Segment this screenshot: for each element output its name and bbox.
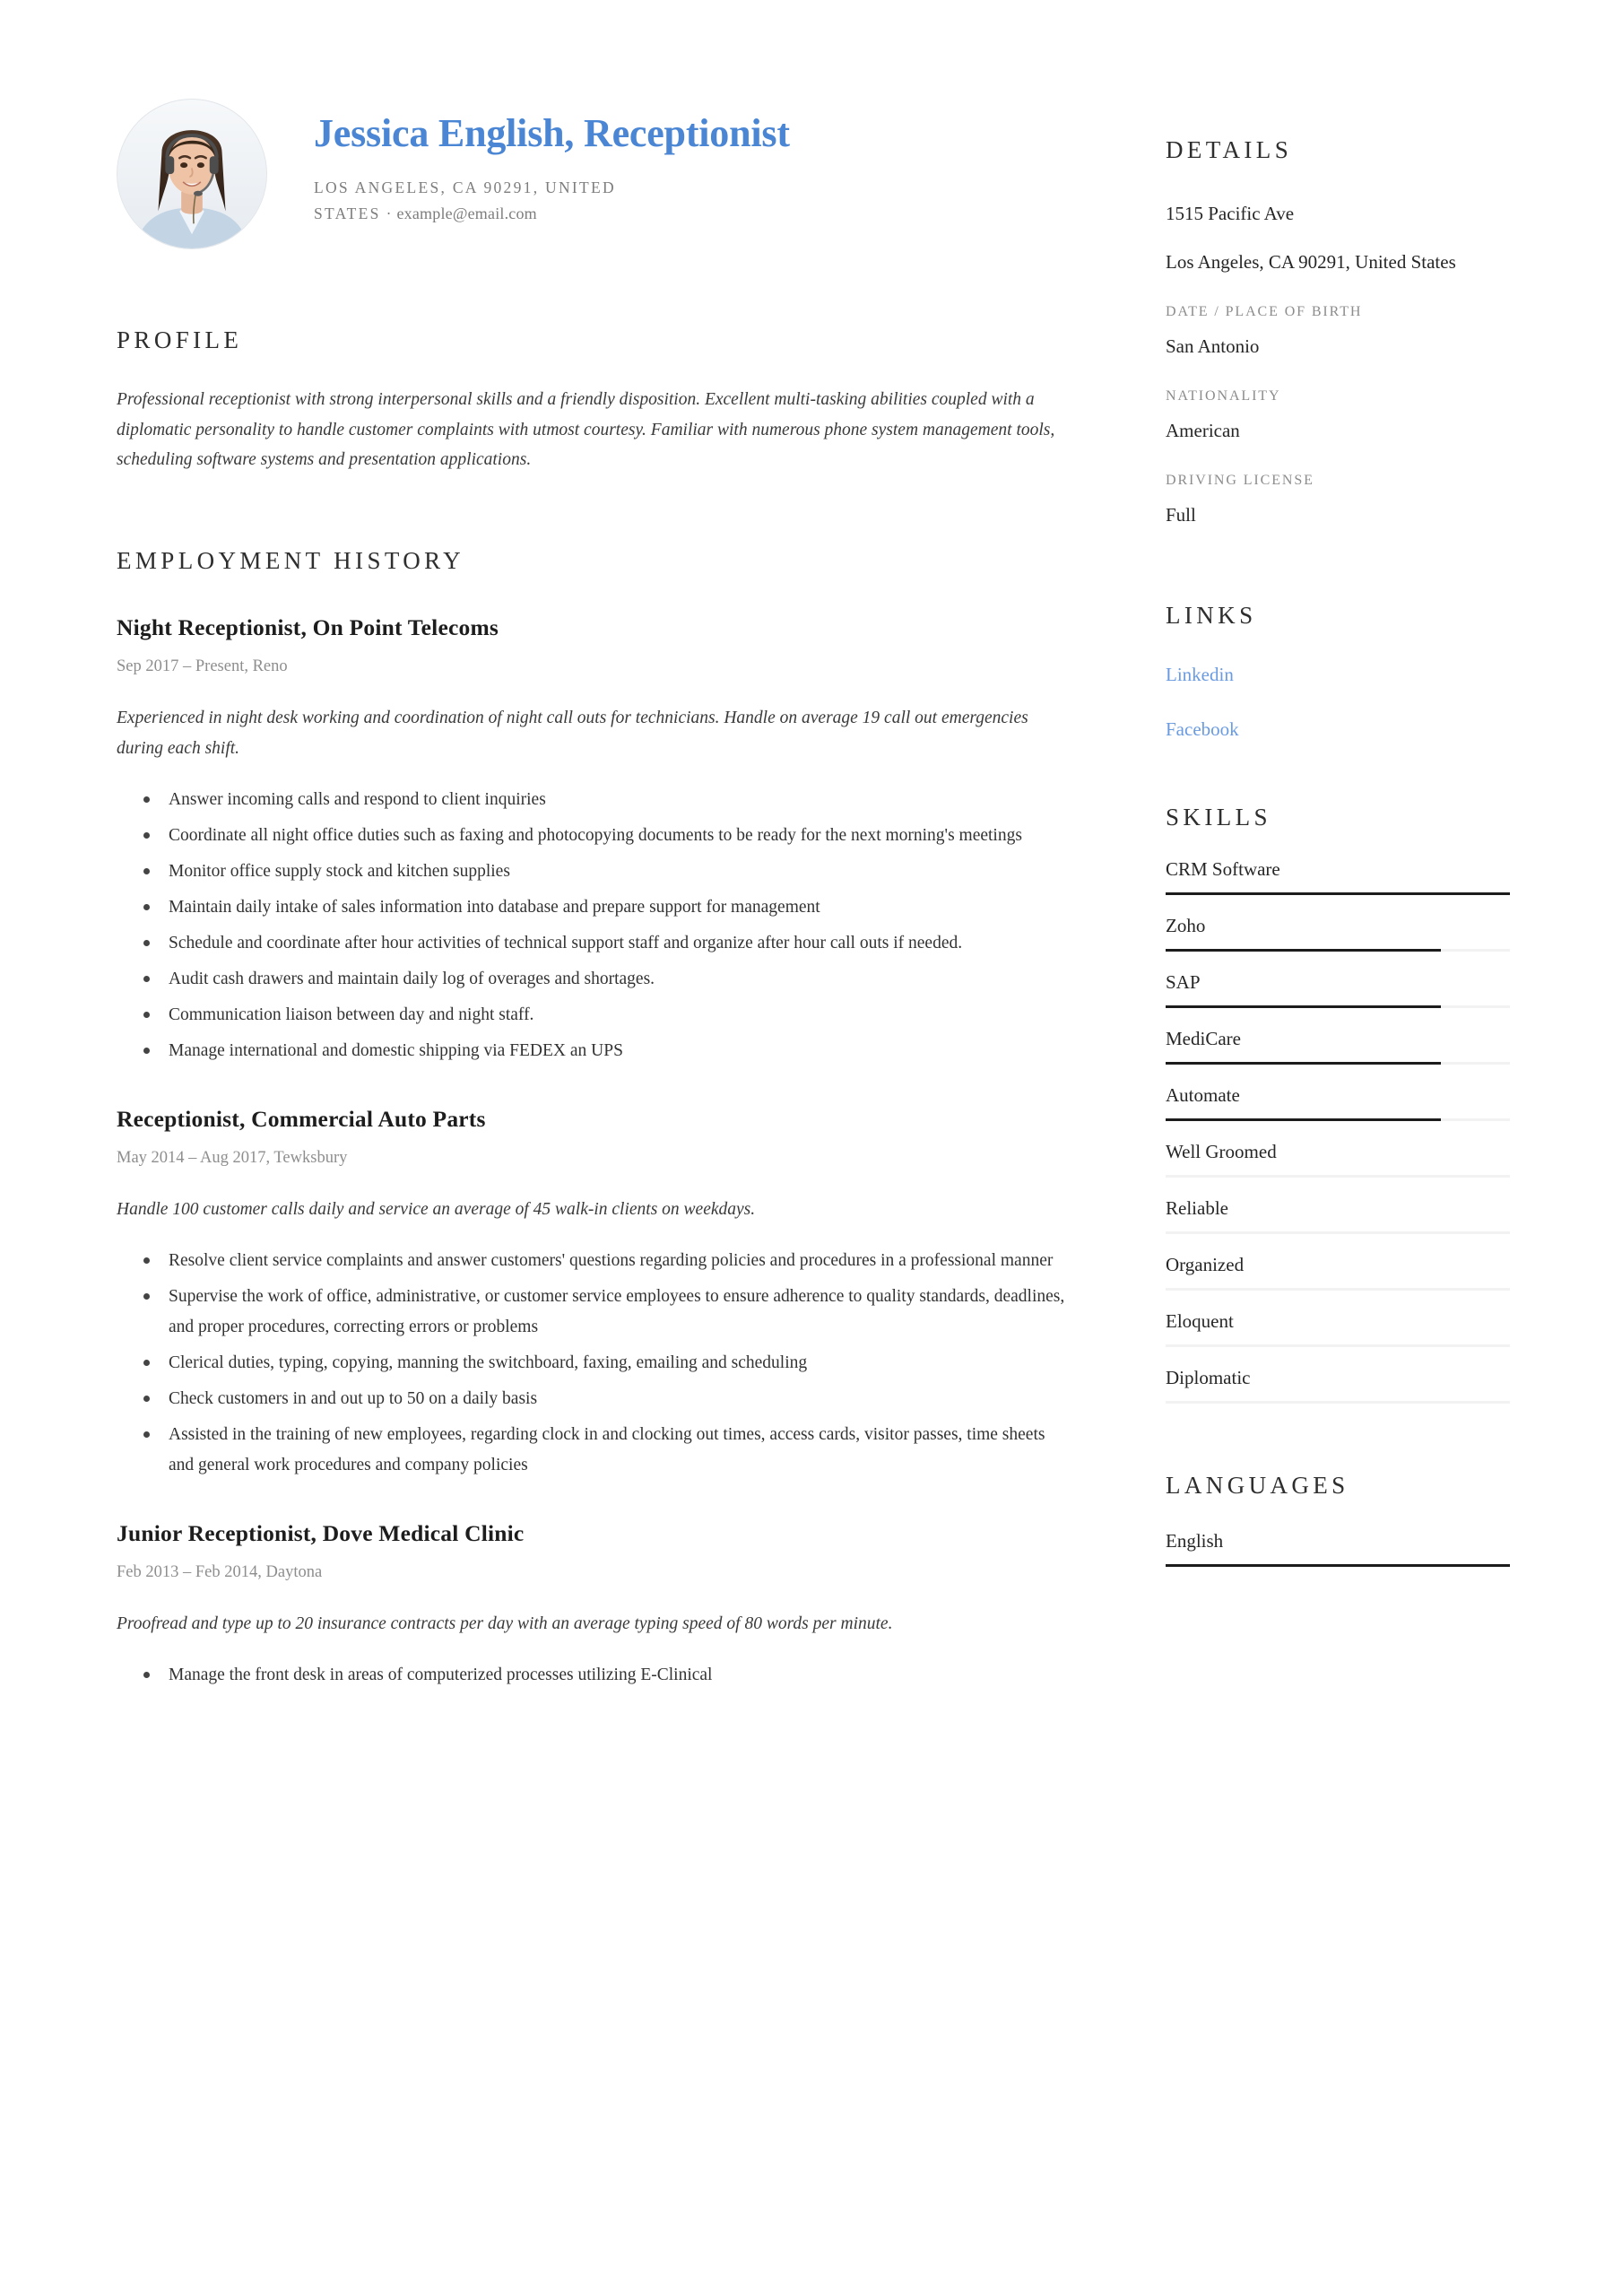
skill-item — [1166, 971, 1510, 1008]
skill-fill — [1166, 892, 1510, 895]
language-track — [1166, 1564, 1510, 1567]
skill-name: Zoho — [1166, 914, 1206, 936]
skill-item — [1166, 1141, 1510, 1178]
skill-track — [1166, 1175, 1510, 1178]
link-linkedin[interactable]: Linkedin — [1166, 663, 1234, 685]
skill-track — [1166, 1344, 1510, 1347]
languages-section-title: LANGUAGES — [1166, 1471, 1349, 1499]
language-name: English — [1166, 1529, 1224, 1552]
skill-name: Automate — [1166, 1083, 1240, 1106]
job-entry — [117, 614, 1071, 1065]
skill-item — [1166, 1254, 1510, 1291]
links-section-title: LINKS — [1166, 601, 1257, 629]
skill-name: Diplomatic — [1166, 1366, 1251, 1388]
job-duty-item: Supervise the work of office, administrative, or customer service employees to ensure adherence to quality standards, deadlines, and proper procedures, correcting errors or problems — [117, 1282, 1071, 1343]
job-duty-item: Check customers in and out up to 50 on a daily basis — [117, 1384, 1071, 1414]
details-section-title: DETAILS — [1166, 136, 1293, 163]
skill-item — [1166, 1084, 1510, 1121]
skill-name: Well Groomed — [1166, 1140, 1277, 1162]
job-duty-item: Clerical duties, typing, copying, manning the switchboard, faxing, emailing and scheduling — [117, 1348, 1071, 1378]
job-meta: May 2014 – Aug 2017, Tewksbury — [117, 1148, 348, 1167]
job-duty-item: Manage the front desk in areas of computerized processes utilizing E-Clinical — [117, 1660, 1071, 1691]
job-entry — [117, 1520, 1071, 1691]
job-title: Junior Receptionist, Dove Medical Clinic — [117, 1519, 525, 1546]
job-duty-list — [117, 785, 1071, 1065]
job-title: Receptionist, Commercial Auto Parts — [117, 1105, 486, 1132]
job-duty-item: Communication liaison between day and night staff. — [117, 1000, 1071, 1031]
skill-fill — [1166, 1005, 1441, 1008]
address-line-2: Los Angeles, CA 90291, United States — [1166, 250, 1456, 273]
job-duty-item: Resolve client service complaints and answer customers' questions regarding policies and procedures in a professional manner — [117, 1246, 1071, 1276]
skill-name: SAP — [1166, 970, 1201, 993]
resume-header — [117, 99, 1071, 249]
profile-text: Professional receptionist with strong interpersonal skills and a friendly disposition. Excellent multi-tasking abilities coupled with a diplomatic personality to handle customer complaints with utmost courtesy. Familiar with numerous phone system management tools, scheduling software systems and presentation applications. — [117, 390, 1055, 470]
job-meta: Sep 2017 – Present, Reno — [117, 657, 288, 676]
job-meta: Feb 2013 – Feb 2014, Daytona — [117, 1562, 323, 1581]
driving-license-label: DRIVING LICENSE — [1166, 472, 1314, 488]
skill-name: Organized — [1166, 1253, 1245, 1275]
skill-item — [1166, 1367, 1510, 1404]
skill-item — [1166, 1028, 1510, 1065]
language-item — [1166, 1530, 1510, 1567]
nationality-value: American — [1166, 419, 1240, 441]
job-duty-item: Assisted in the training of new employees, regarding clock in and clocking out times, access cards, visitor passes, time sheets and general work procedures and company policies — [117, 1420, 1071, 1481]
skill-track — [1166, 1231, 1510, 1234]
skill-item — [1166, 858, 1510, 895]
skill-track — [1166, 1288, 1510, 1291]
link-facebook[interactable]: Facebook — [1166, 718, 1239, 740]
skill-item — [1166, 1197, 1510, 1234]
skill-name: Eloquent — [1166, 1309, 1234, 1332]
skill-fill — [1166, 949, 1441, 952]
full-name: Jessica English, Receptionist — [314, 111, 790, 155]
skill-track — [1166, 1062, 1510, 1065]
sidebar — [1125, 0, 1622, 2296]
skill-track — [1166, 949, 1510, 952]
header-text-block — [314, 99, 790, 227]
job-summary: Handle 100 customer calls daily and service an average of 45 walk-in clients on weekdays. — [117, 1199, 756, 1219]
contact-line — [314, 175, 762, 227]
language-fill — [1166, 1564, 1510, 1567]
job-duty-item: Maintain daily intake of sales information into database and prepare support for management — [117, 892, 1071, 923]
job-summary: Experienced in night desk working and coordination of night call outs for technicians. Handle on average 19 call out emergencies during each shift. — [117, 709, 1028, 758]
skill-track — [1166, 1401, 1510, 1404]
job-duty-item: Coordinate all night office duties such as faxing and photocopying documents to be ready for the next morning's meetings — [117, 821, 1071, 851]
contact-separator: · — [386, 204, 392, 222]
job-summary: Proofread and type up to 20 insurance contracts per day with an average typing speed of 80 words per minute. — [117, 1613, 893, 1633]
job-duty-item: Answer incoming calls and respond to client inquiries — [117, 785, 1071, 815]
address-line-1: 1515 Pacific Ave — [1166, 203, 1295, 224]
job-duty-item: Manage international and domestic shipping via FEDEX an UPS — [117, 1036, 1071, 1066]
job-duty-item: Schedule and coordinate after hour activities of technical support staff and organize after hour call outs if needed. — [117, 928, 1071, 959]
nationality-label: NATIONALITY — [1166, 387, 1281, 404]
skill-name: Reliable — [1166, 1196, 1228, 1219]
skill-name: CRM Software — [1166, 857, 1280, 880]
dob-value: San Antonio — [1166, 335, 1260, 357]
employment-section-title: EMPLOYMENT HISTORY — [117, 547, 464, 575]
job-duty-item: Audit cash drawers and maintain daily log of overages and shortages. — [117, 964, 1071, 995]
skill-fill — [1166, 1062, 1441, 1065]
profile-section-title: PROFILE — [117, 326, 243, 353]
job-duty-list — [117, 1660, 1071, 1691]
skill-item — [1166, 915, 1510, 952]
job-title: Night Receptionist, On Point Telecoms — [117, 614, 499, 641]
job-duty-item: Monitor office supply stock and kitchen supplies — [117, 857, 1071, 887]
skill-name: MediCare — [1166, 1027, 1241, 1049]
avatar — [117, 99, 267, 249]
skill-item — [1166, 1310, 1510, 1347]
skill-track — [1166, 1005, 1510, 1008]
skill-track — [1166, 892, 1510, 895]
email-text[interactable]: example@email.com — [396, 204, 537, 222]
job-entry — [117, 1106, 1071, 1481]
skills-section-title: SKILLS — [1166, 803, 1271, 831]
dob-label: DATE / PLACE OF BIRTH — [1166, 303, 1363, 319]
driving-license-value: Full — [1166, 503, 1196, 526]
job-duty-list — [117, 1246, 1071, 1480]
portrait-photo-icon — [117, 100, 266, 248]
location-text: LOS ANGELES, CA 90291, UNITED STATES — [314, 178, 616, 222]
skill-fill — [1166, 1118, 1441, 1121]
skill-track — [1166, 1118, 1510, 1121]
